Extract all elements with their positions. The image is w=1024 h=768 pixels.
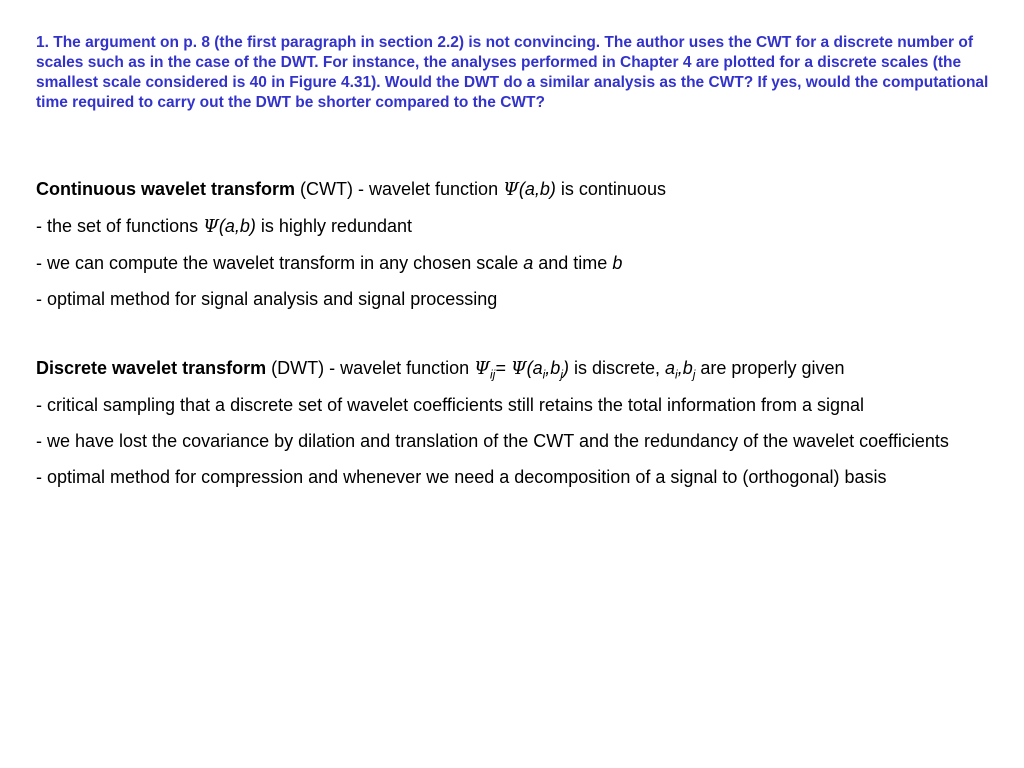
cwt-heading-line bbox=[36, 178, 986, 201]
dwt-sub-i2: i bbox=[675, 367, 678, 382]
dwt-open-a: (a bbox=[526, 358, 543, 378]
psi-symbol: Ψ bbox=[203, 216, 219, 237]
psi-symbol: Ψ bbox=[510, 358, 527, 379]
scale-a: a bbox=[523, 253, 534, 273]
dwt-sub-ij: ij bbox=[489, 367, 496, 382]
cwt-point-2-prefix: - we can compute the wavelet transform in any chosen scale bbox=[36, 253, 524, 273]
dwt-close: ) bbox=[562, 358, 569, 378]
cwt-section bbox=[36, 178, 986, 324]
cwt-point-1-suffix: is highly redundant bbox=[255, 216, 413, 236]
dwt-heading-line bbox=[36, 357, 986, 380]
dwt-equals: = bbox=[495, 358, 511, 378]
dwt-a-label: a bbox=[665, 358, 676, 378]
reviewer-question: 1. The argument on p. 8 (the first paragraph in section 2.2) is not convincing. The author uses the CWT for a discrete number of scales such as in the case of the DWT. For instance, the analyses performed in Chapter 4 are plotted for a discrete scales (the smallest scale considered is 40 in Figure 4.31). Would the DWT do a similar analysis as the CWT? If yes, would the computational time required to carry out the DWT be shorter compared to the CWT? bbox=[36, 34, 989, 111]
dwt-sub-j2: j bbox=[692, 367, 696, 382]
dwt-point-critical-sampling: - critical sampling that a discrete set of wavelet coefficients still retains the total information from a signal bbox=[36, 395, 865, 415]
dwt-heading: Discrete wavelet transform bbox=[36, 358, 267, 378]
dwt-is-discrete: is discrete, bbox=[568, 358, 666, 378]
dwt-heading-tail: are properly given bbox=[695, 358, 845, 378]
psi-symbol: Ψ bbox=[474, 358, 490, 379]
cwt-abbr: (CWT) - wavelet function bbox=[295, 179, 504, 199]
dwt-point-lost-covariance: - we have lost the covariance by dilation and translation of the CWT and the redundancy of the wavelet coefficients bbox=[36, 431, 949, 451]
cwt-point-optimal: - optimal method for signal analysis and signal processing bbox=[36, 289, 498, 309]
dwt-abbr: (DWT) - wavelet function bbox=[266, 358, 475, 378]
dwt-point-optimal: - optimal method for compression and whenever we need a decomposition of a signal to (orthogonal) basis bbox=[36, 467, 887, 487]
cwt-heading: Continuous wavelet transform bbox=[36, 179, 296, 199]
cwt-point-scale-time bbox=[36, 252, 986, 274]
dwt-sub-i: i bbox=[542, 367, 546, 382]
dwt-sub-j: j bbox=[560, 367, 563, 382]
cwt-func-args: (a,b) bbox=[518, 179, 556, 199]
cwt-point-1-args: (a,b) bbox=[218, 216, 256, 236]
dwt-b-label: ,b bbox=[677, 358, 693, 378]
cwt-heading-tail: is continuous bbox=[555, 179, 666, 199]
cwt-point-2-mid: and time bbox=[533, 253, 613, 273]
psi-symbol: Ψ bbox=[503, 179, 519, 200]
cwt-point-redundant bbox=[36, 215, 986, 238]
dwt-comma-b: ,b bbox=[545, 358, 561, 378]
cwt-point-1-prefix: - the set of functions bbox=[36, 216, 204, 236]
time-b: b bbox=[612, 253, 623, 273]
dwt-section bbox=[36, 357, 986, 502]
